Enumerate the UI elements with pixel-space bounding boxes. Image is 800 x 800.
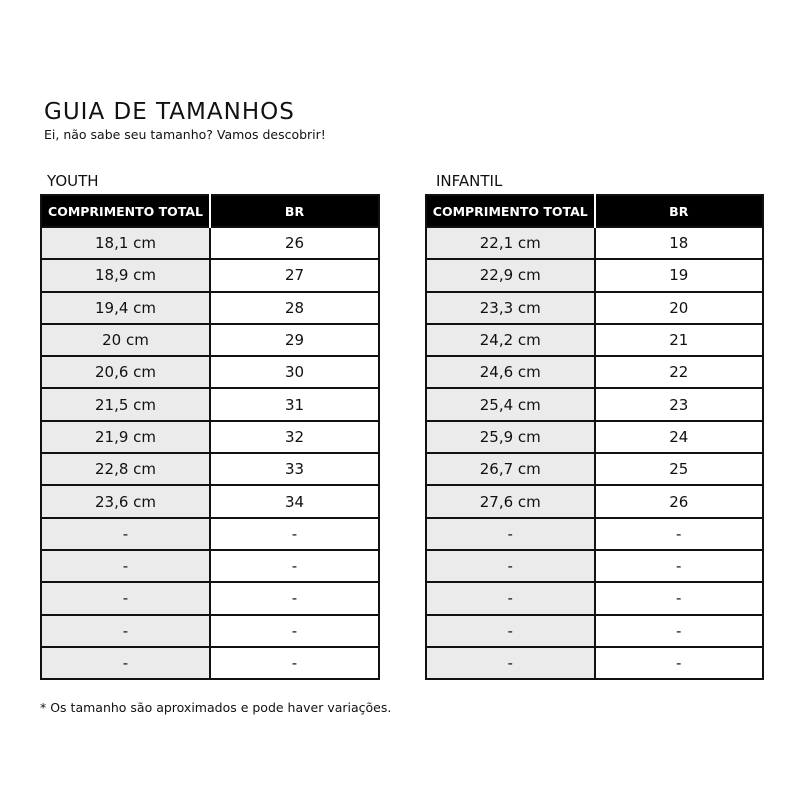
br-size-cell: 21 <box>595 324 764 356</box>
br-size-cell: 19 <box>595 259 764 291</box>
length-cell: 18,1 cm <box>41 227 210 259</box>
table-row <box>426 421 763 453</box>
table-header-row <box>41 195 379 227</box>
br-size-cell: 32 <box>210 421 379 453</box>
page-title: GUIA DE TAMANHOS <box>44 99 295 125</box>
length-cell: - <box>426 518 595 550</box>
infantil-section-label: INFANTIL <box>436 172 503 190</box>
table-row <box>426 227 763 259</box>
br-size-cell: - <box>595 550 764 582</box>
length-cell: 19,4 cm <box>41 292 210 324</box>
length-cell: - <box>41 615 210 647</box>
length-cell: - <box>41 582 210 614</box>
table-row <box>41 388 379 420</box>
br-size-cell: - <box>210 615 379 647</box>
br-size-cell: 22 <box>595 356 764 388</box>
length-cell: 20,6 cm <box>41 356 210 388</box>
length-cell: - <box>426 647 595 679</box>
table-row <box>41 518 379 550</box>
length-cell: 23,6 cm <box>41 485 210 517</box>
youth-size-table <box>40 194 380 680</box>
length-cell: - <box>41 550 210 582</box>
br-size-cell: 18 <box>595 227 764 259</box>
table-row <box>426 292 763 324</box>
length-cell: 25,9 cm <box>426 421 595 453</box>
column-header-br: BR <box>595 195 764 227</box>
br-size-cell: 31 <box>210 388 379 420</box>
length-cell: 22,8 cm <box>41 453 210 485</box>
table-row <box>41 550 379 582</box>
table-row <box>426 356 763 388</box>
length-cell: - <box>41 647 210 679</box>
table-row <box>426 324 763 356</box>
br-size-cell: - <box>595 615 764 647</box>
br-size-cell: - <box>210 582 379 614</box>
table-row <box>41 582 379 614</box>
column-header-length: COMPRIMENTO TOTAL <box>41 195 210 227</box>
br-size-cell: 24 <box>595 421 764 453</box>
youth-section-label: YOUTH <box>47 172 99 190</box>
table-row <box>426 388 763 420</box>
table-row <box>426 259 763 291</box>
br-size-cell: 20 <box>595 292 764 324</box>
table-row <box>41 292 379 324</box>
table-row <box>41 453 379 485</box>
br-size-cell: - <box>210 550 379 582</box>
table-row <box>426 550 763 582</box>
length-cell: 24,6 cm <box>426 356 595 388</box>
length-cell: - <box>426 582 595 614</box>
length-cell: 18,9 cm <box>41 259 210 291</box>
length-cell: 22,9 cm <box>426 259 595 291</box>
footnote: * Os tamanho são aproximados e pode haver variações. <box>40 700 392 715</box>
table-row <box>41 259 379 291</box>
length-cell: 23,3 cm <box>426 292 595 324</box>
br-size-cell: 33 <box>210 453 379 485</box>
br-size-cell: - <box>210 518 379 550</box>
table-row <box>41 485 379 517</box>
br-size-cell: 29 <box>210 324 379 356</box>
table-row <box>426 485 763 517</box>
length-cell: 21,9 cm <box>41 421 210 453</box>
br-size-cell: - <box>595 582 764 614</box>
br-size-cell: - <box>595 518 764 550</box>
br-size-cell: 30 <box>210 356 379 388</box>
table-row <box>426 615 763 647</box>
length-cell: 24,2 cm <box>426 324 595 356</box>
br-size-cell: 34 <box>210 485 379 517</box>
length-cell: - <box>426 615 595 647</box>
br-size-cell: 26 <box>595 485 764 517</box>
column-header-br: BR <box>210 195 379 227</box>
br-size-cell: - <box>210 647 379 679</box>
br-size-cell: 27 <box>210 259 379 291</box>
length-cell: - <box>426 550 595 582</box>
length-cell: 22,1 cm <box>426 227 595 259</box>
table-row <box>426 518 763 550</box>
table-row <box>426 647 763 679</box>
infantil-size-table <box>425 194 764 680</box>
length-cell: - <box>41 518 210 550</box>
table-row <box>41 421 379 453</box>
length-cell: 26,7 cm <box>426 453 595 485</box>
page-subtitle: Ei, não sabe seu tamanho? Vamos descobrir! <box>44 127 326 142</box>
br-size-cell: 25 <box>595 453 764 485</box>
table-row <box>41 324 379 356</box>
br-size-cell: 23 <box>595 388 764 420</box>
table-row <box>41 647 379 679</box>
table-row <box>41 227 379 259</box>
br-size-cell: 28 <box>210 292 379 324</box>
column-header-length: COMPRIMENTO TOTAL <box>426 195 595 227</box>
table-row <box>41 615 379 647</box>
table-row <box>426 582 763 614</box>
br-size-cell: - <box>595 647 764 679</box>
table-header-row <box>426 195 763 227</box>
table-row <box>426 453 763 485</box>
br-size-cell: 26 <box>210 227 379 259</box>
length-cell: 27,6 cm <box>426 485 595 517</box>
table-row <box>41 356 379 388</box>
length-cell: 25,4 cm <box>426 388 595 420</box>
length-cell: 20 cm <box>41 324 210 356</box>
length-cell: 21,5 cm <box>41 388 210 420</box>
